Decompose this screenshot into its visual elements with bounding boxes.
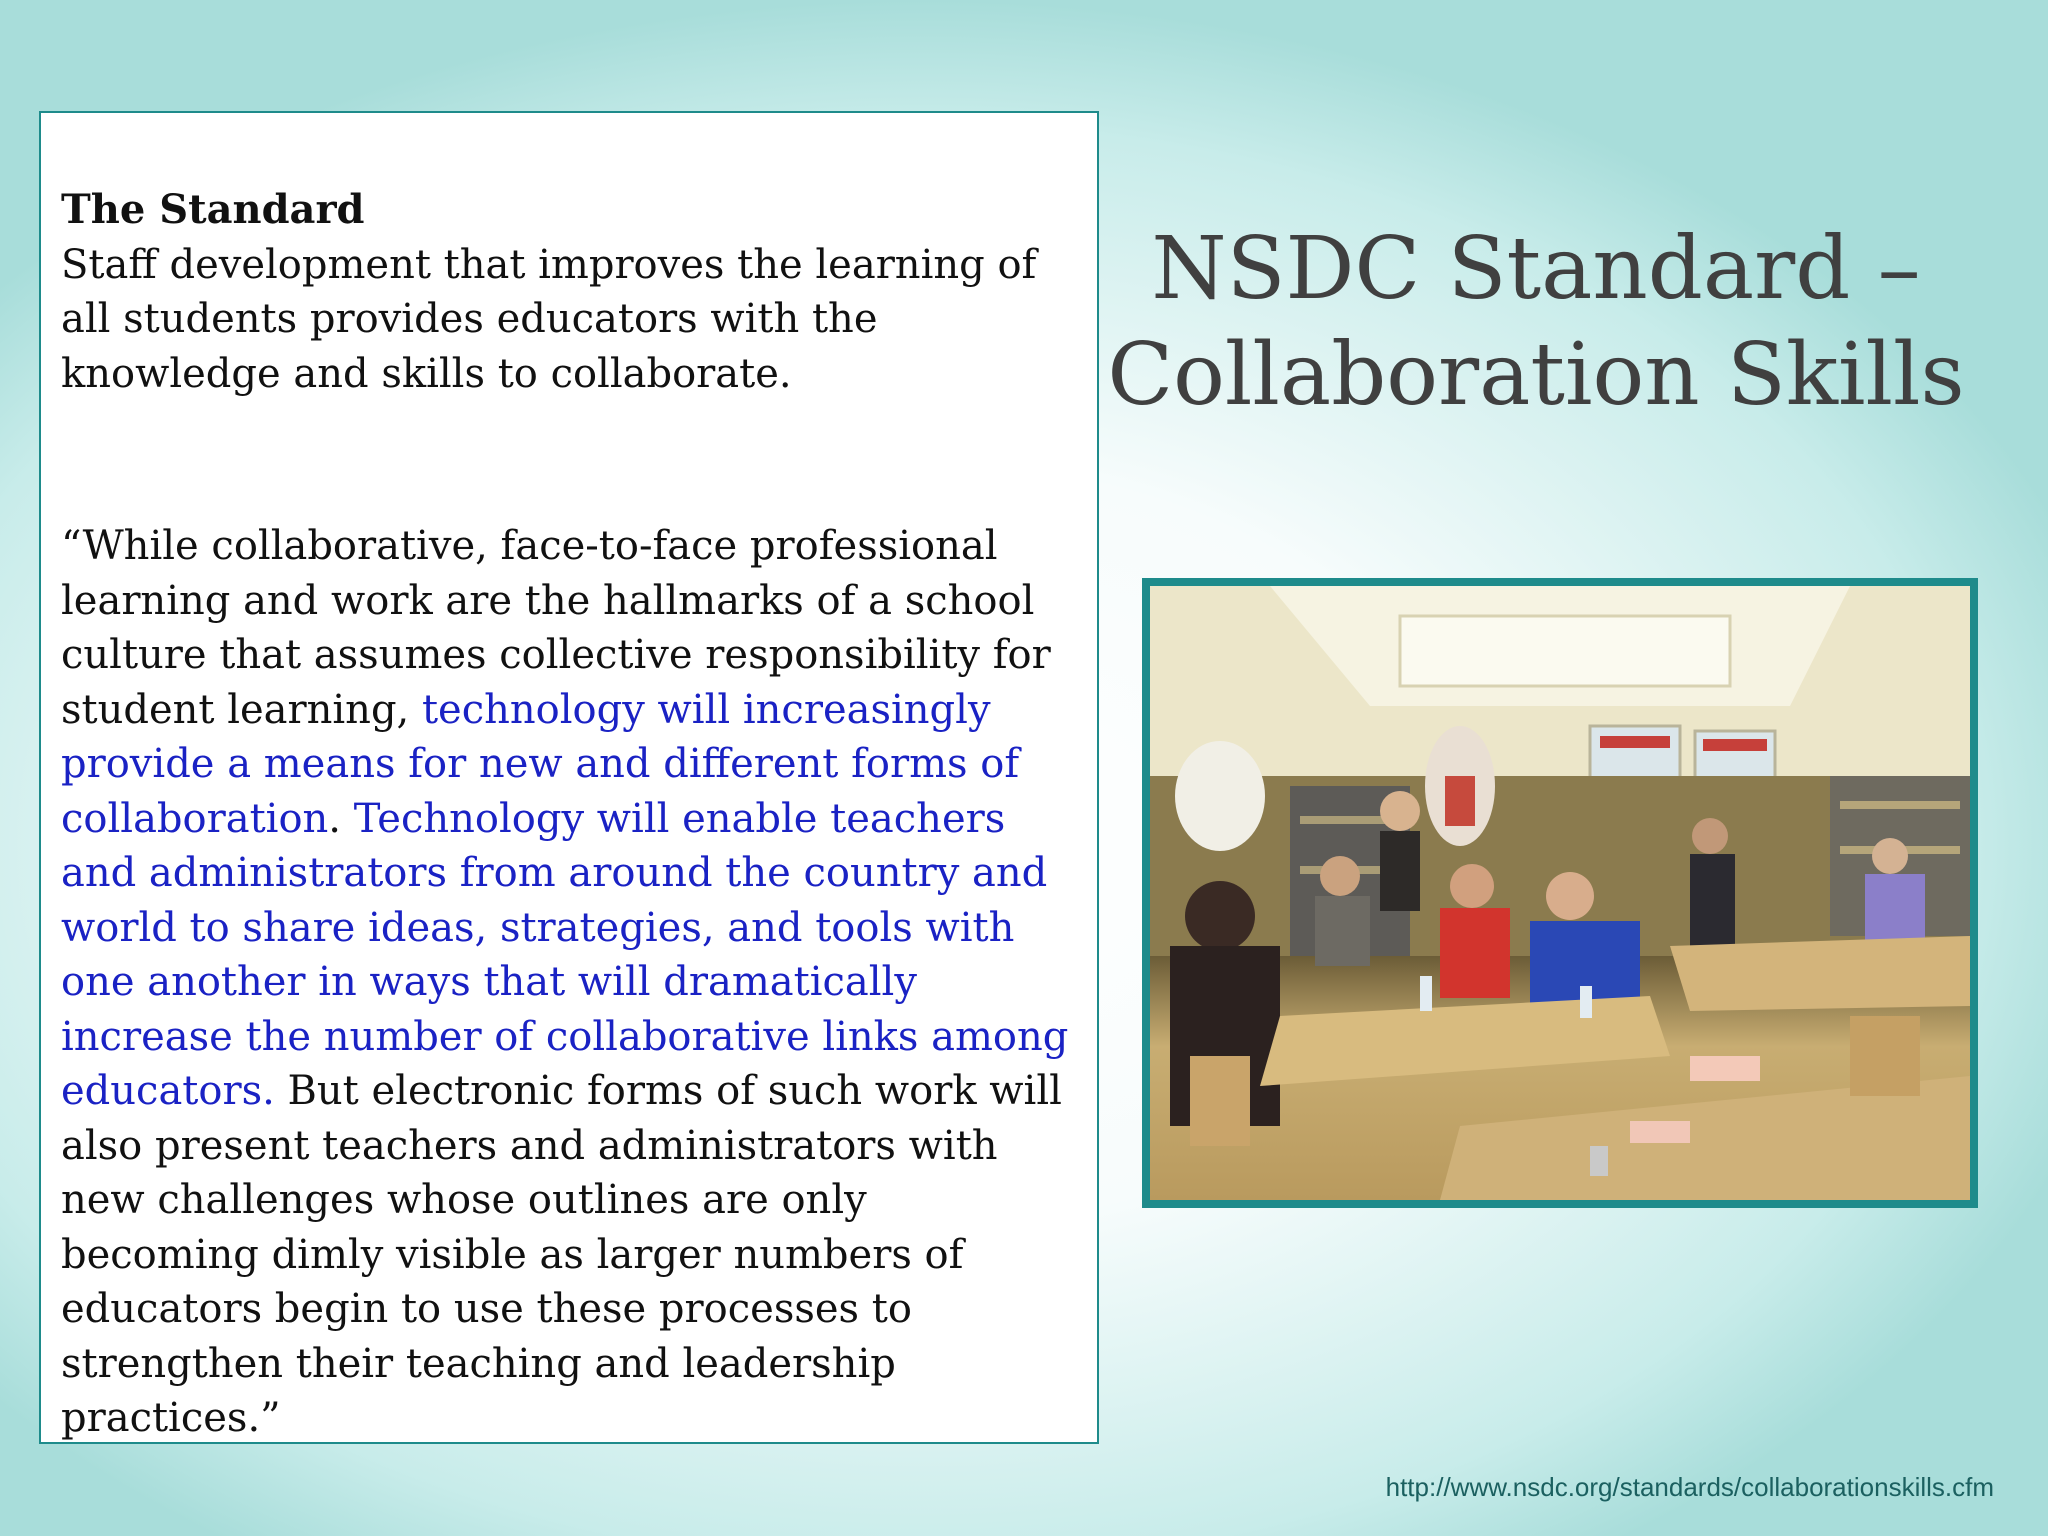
quote-period: . xyxy=(328,795,354,842)
quote-highlight-1: technology will increasingly provide a means for new and different forms of collaboration xyxy=(61,686,1020,842)
slide xyxy=(6,6,2042,1530)
nsdc-quote xyxy=(61,519,1077,1446)
slide-title: NSDC Standard – Collaboration Skills xyxy=(1107,219,1965,425)
quote-highlight-2: Technology will enable teachers and administrators from around the country and world to share ideas, strategies, and tools with one another in ways that will dramatically increase the number of collaborative links among educators. xyxy=(61,795,1069,1114)
source-url[interactable]: http://www.nsdc.org/standards/collaborationskills.cfm xyxy=(1385,1472,1994,1502)
quote-intro: “While collaborative, face-to-face professional learning and work are the hallmarks of a school culture that assumes collective responsibility for student learning, xyxy=(61,523,1051,733)
standard-text-box xyxy=(39,111,1099,1444)
classroom-photo-illustration xyxy=(1150,586,1970,1200)
standard-heading: The Standard xyxy=(61,186,365,233)
quote-outro: But electronic forms of such work will also present teachers and administrators with new challenges whose outlines are only becoming dimly visible as larger numbers of educators begin to use these processes to strengthen their teaching and leadership practices.” xyxy=(61,1068,1062,1441)
classroom-photo xyxy=(1142,578,1978,1208)
standard-heading-block xyxy=(61,183,1077,401)
standard-text: Staff development that improves the learning of all students provides educators with the knowledge and skills to collaborate. xyxy=(61,241,1037,397)
